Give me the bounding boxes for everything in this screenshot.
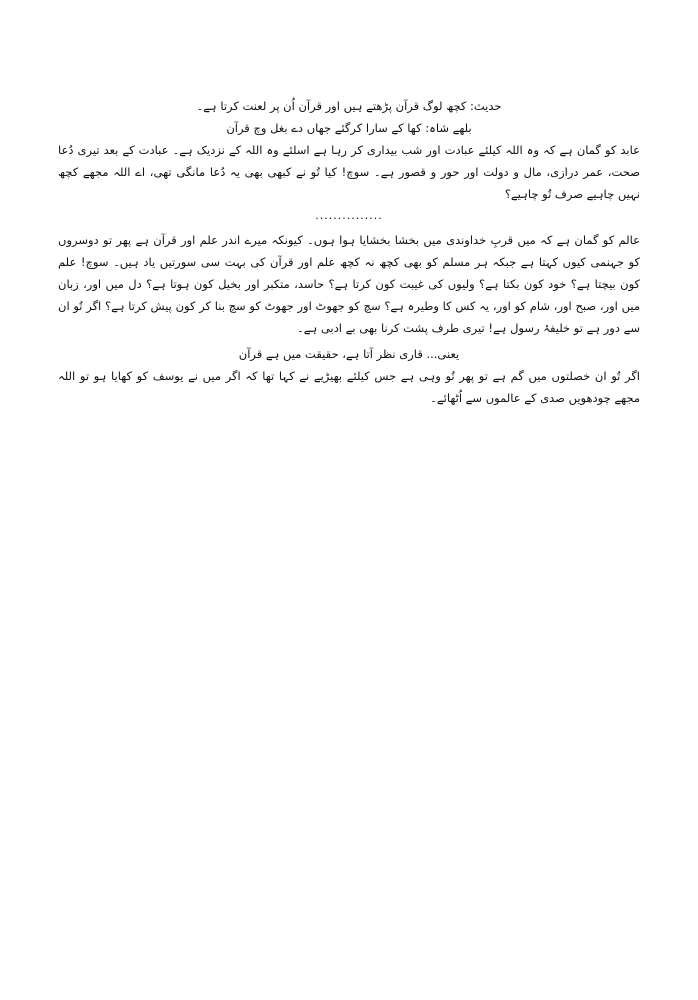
paragraph-abid: عابد کو گمان ہے کہ وہ اللہ کیلئے عبادت اور شب بیداری کر رہا ہے اسلئے وہ اللہ کے نزدیک ہے۔ عبادت کے بعد تیری دُعا صحت، عمر درازی، مال و دولت اور حور و قصور ہے۔ سوچ! کیا تُو نے کبھی بھی یہ دُعا مانگی تھی، اے اللہ مجھے کچھ نہیں چاہیے صرف تُو چاہیے؟: [58, 143, 640, 201]
paragraph-alim: عالم کو گمان ہے کہ میں قربِ خداوندی میں بخشا بخشایا ہوا ہوں۔ کیونکہ میرے اندر علم اور قرآن ہے پھر تو دوسروں کو جہنمی کیوں کہتا ہے جبکہ ہر مسلم کو بھی کچھ نہ کچھ علم اور قرآن کی بہت سی سورتیں یاد ہیں۔ سوچ! علم کون بیچتا ہے؟ خود کون بکتا ہے؟ ولیوں کی غیبت کون کرتا ہے؟ حاسد، متکبر اور بخیل کون ہوتا ہے؟ دل میں اور، زبان میں اور، صبح اور، شام کو اور، یہ کس کا وطیرہ ہے؟ سچ کو جھوٹ اور جھوٹ کو سچ بنا کر کون پیش کرتا ہے؟ اگر تُو ان سے دور ہے تو خلیفۂ رسول ہے! تیری طرف پشت کرنا بھی بے ادبی ہے۔: [58, 233, 640, 335]
paragraph-conclusion: اگر تُو ان خصلتوں میں گم ہے تو پھر تُو وہی ہے جس کیلئے بھیڑیے نے کہا تھا کہ اگر میں نے یوسف کو کھایا ہو تو اللہ مجھے چودھویں صدی کے عالموں سے اُٹھائے۔: [58, 369, 640, 405]
hadith-line: حدیث: کچھ لوگ قرآن پڑھتے ہیں اور قرآن اُن پر لعنت کرتا ہے۔: [196, 99, 502, 113]
document-body: [58, 95, 640, 409]
section-separator: ...............: [315, 209, 383, 222]
bulleh-shah-line: بلھے شاہ: کھا کے سارا کرگئے جھاں دے بغل وچ قرآن: [226, 121, 472, 135]
yani-line: یعنی... قاری نظر آتا ہے، حقیقت میں ہے قرآن: [238, 347, 460, 361]
